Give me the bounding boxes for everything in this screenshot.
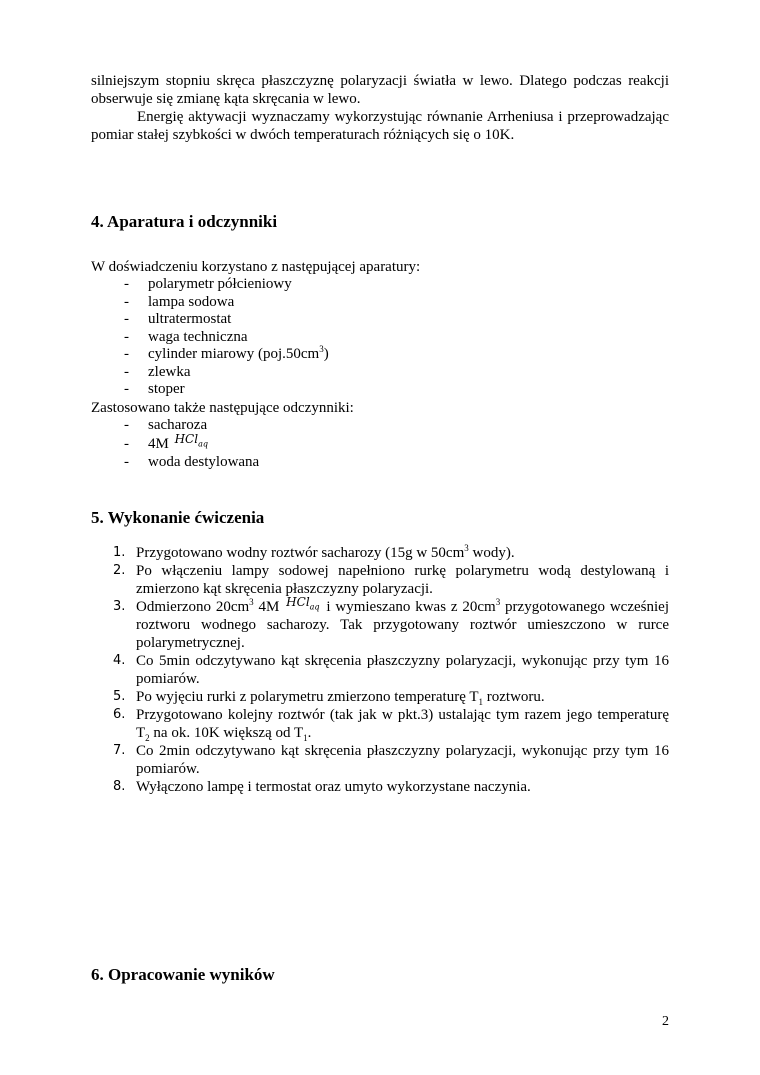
dash-bullet: - xyxy=(124,363,129,380)
dash-bullet: - xyxy=(124,311,129,327)
step-number: 3. xyxy=(113,598,126,614)
step-number: 1. xyxy=(113,544,126,560)
list-item: - sacharoza xyxy=(124,416,208,433)
dash-bullet: - xyxy=(124,436,129,452)
dash-bullet: - xyxy=(124,346,129,362)
list-item: - woda destylowana xyxy=(124,454,260,470)
step-number: 6. xyxy=(113,706,126,722)
list-item: 7. Co 2min odczytywano kąt skręcenia płaszczyzny polaryzacji, wykonując przy tym 16 pomiarów. xyxy=(113,742,669,777)
list-item: - waga techniczna xyxy=(124,328,248,345)
hcl-formula: HClaq xyxy=(174,432,208,449)
dash-bullet: - xyxy=(124,416,129,433)
section-5-heading: 5. Wykonanie ćwiczenia xyxy=(91,507,265,527)
page-number: 2 xyxy=(662,1014,669,1029)
reagents-intro: Zastosowano także następujące odczynniki: xyxy=(91,399,354,416)
list-item: - zlewka xyxy=(124,363,191,380)
list-item: 8. Wyłączono lampę i termostat oraz umyto wykorzystane naczynia. xyxy=(113,778,531,795)
list-item: 3. Odmierzono $20cm^3$ 4M $^{HCl_{aq}}$ i wymieszano kwas z $20cm^3$ przygotowanego wcześniej roztworu wodnego sacharozy. Tak przygotowany roztwór umieszczono w rurce polarymetrycznej. xyxy=(113,594,669,651)
list-item: - lampa sodowa xyxy=(124,293,235,310)
document-page xyxy=(91,72,669,796)
list-item: 1. Przygotowano wodny roztwór sacharozy (15g w $50cm^3$ wody). xyxy=(113,542,515,561)
reagents-list xyxy=(91,417,669,472)
list-item: 2. Po włączeniu lampy sodowej napełniono rurkę polarymetru wodą destylowaną i zmierzono kąt skręcenia płaszczyzny polaryzacji. xyxy=(113,562,669,597)
list-item: - polarymetr półcieniowy xyxy=(124,276,292,292)
list-item: - 4M $^{HCl_{aq}}$ xyxy=(124,432,208,452)
list-item: 6. Przygotowano kolejny roztwór (tak jak w pkt.3) ustalając tym razem jego temperaturę $T_2$ na ok. 10K większą od $T_1$. xyxy=(113,706,669,743)
list-item: 5. Po wyjęciu rurki z polarymetru zmierzono temperaturę $T_1$ roztworu. xyxy=(113,688,545,707)
step-number: 4. xyxy=(113,652,126,668)
section-6-heading: 6. Opracowanie wyników xyxy=(91,965,275,984)
intro-paragraph-1: silniejszym stopniu skręca płaszczyznę polaryzacji światła w lewo. Dlatego podczas reakcji obserwuje się zmianę kąta skręcania w lewo. xyxy=(91,73,669,107)
procedure-list xyxy=(91,544,669,796)
list-item: - ultratermostat xyxy=(124,311,232,327)
section-4-heading: 4. Aparatura i odczynniki xyxy=(91,212,278,231)
dash-bullet: - xyxy=(124,454,129,470)
apparatus-list xyxy=(91,276,669,399)
dash-bullet: - xyxy=(124,293,129,310)
list-item: 4. Co 5min odczytywano kąt skręcenia płaszczyzny polaryzacji, wykonując przy tym 16 pomiarów. xyxy=(113,652,669,687)
dash-bullet: - xyxy=(124,381,129,397)
step-number: 8. xyxy=(113,778,126,794)
step-number: 2. xyxy=(113,562,126,578)
apparatus-intro: W doświadczeniu korzystano z następującej aparatury: xyxy=(91,259,421,275)
dash-bullet: - xyxy=(124,276,129,292)
intro-paragraph-2: Energię aktywacji wyznaczamy wykorzystując równanie Arrheniusa i przeprowadzając pomiar stałej szybkości w dwóch temperaturach różniących się o 10K. xyxy=(91,109,669,143)
step-number: 5. xyxy=(113,688,126,704)
hcl-formula: HClaq xyxy=(286,594,320,611)
list-item: - stoper xyxy=(124,381,185,397)
list-item: - cylinder miarowy $(poj.50cm^3)$ xyxy=(124,344,329,362)
dash-bullet: - xyxy=(124,328,129,345)
step-number: 7. xyxy=(113,742,126,758)
